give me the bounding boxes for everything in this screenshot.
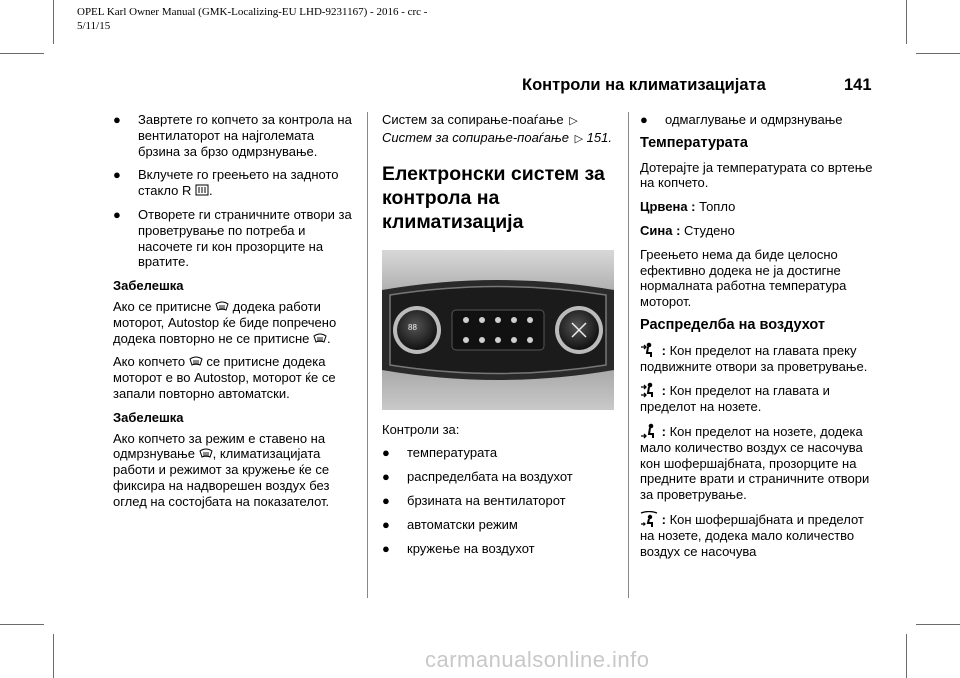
note-text: , климатизацијата работи и режимот за кружење ќе се фиксира на надворешен воздух без оглед на состојбата на показателот.: [113, 446, 330, 509]
manual-info: OPEL Karl Owner Manual (GMK-Localizing-EU LHD-9231167) - 2016 - crc - 5/11/15: [77, 6, 428, 32]
note-text: .: [326, 330, 331, 346]
vent-head-feet-icon: [640, 382, 658, 398]
bullet: ●: [382, 445, 390, 461]
list-item-text: распределбата на воздухот: [407, 469, 573, 485]
bullet: ●: [640, 112, 648, 127]
list-item-text: автоматски режим: [407, 516, 518, 532]
column-divider: [628, 112, 629, 598]
crop-mark: [916, 53, 960, 54]
label: Сина :: [640, 222, 681, 238]
list-item-text: Вклучете го греењето на задното стакло R: [138, 167, 339, 199]
label: Црвена :: [640, 199, 696, 215]
paragraph-text: Кон пределот на главата преку подвижните отвори за проветрување.: [640, 342, 868, 374]
crop-mark: [53, 0, 54, 44]
note-paragraph: [113, 299, 353, 346]
vent-windshield-feet-icon: [640, 511, 658, 527]
note-heading: Забелешка: [113, 278, 184, 294]
vent-feet-icon: [640, 423, 658, 439]
column-3: [640, 112, 880, 567]
reference-paragraph: Систем за сопирање-поаѓање ▷ Систем за сопирање-поаѓање ▷ 151.: [382, 112, 622, 148]
paragraph: [640, 223, 880, 239]
note-text: Ако копчето: [113, 354, 186, 370]
paragraph: Греењето нема да биде целосно ефективно додека не ја достигне нормалната работна температура моторот.: [640, 246, 847, 310]
note-paragraph: [113, 431, 353, 510]
watermark: carmanualsonline.info: [425, 647, 650, 672]
list-item: [640, 112, 880, 128]
note-text: Ако копчето за режим е ставено на одмрзнување: [113, 430, 326, 462]
caption: Контроли за:: [382, 421, 460, 437]
svg-text:88: 88: [408, 322, 417, 332]
paragraph: : Кон пределот на главата и пределот на нозете.: [640, 383, 830, 415]
list-item-text: температурата: [407, 445, 498, 461]
crop-mark: [906, 634, 907, 678]
ref-arrow-icon: ▷: [569, 115, 578, 127]
bullet: ●: [382, 516, 390, 532]
column-1: [113, 112, 353, 518]
crop-mark: [916, 624, 960, 625]
paragraph: : Кон шофершајбната и пределот на нозете, додека мало количество воздух се насочува: [640, 511, 864, 559]
reference-page[interactable]: 151: [586, 129, 609, 145]
crop-mark: [0, 624, 44, 625]
list-item: [113, 207, 353, 270]
bullet: ●: [382, 469, 390, 485]
column-divider: [367, 112, 368, 598]
value: Топло: [699, 199, 736, 215]
list-item: [113, 167, 353, 199]
note-text: Ако се притисне: [113, 298, 212, 314]
list-item-text: одмаглување и одмрзнување: [665, 112, 843, 127]
list-item: [382, 493, 622, 509]
list-item: [382, 517, 622, 533]
list-item-text: Отворете ги страничните отвори за проветрување по потреба и насочете ги кон прозорците на вратите.: [138, 206, 352, 270]
subsection-heading: Температурата: [640, 134, 748, 151]
paragraph-text: Кон шофершајбната и пределот на нозете, додека мало количество воздух се насочува: [640, 511, 864, 559]
note-heading: Забелешка: [113, 409, 184, 425]
note-text: додека работи моторот, Autostop ќе биде попречено додека повторно не се притисне: [113, 298, 337, 346]
bullet: ●: [382, 540, 390, 556]
bullet: ●: [113, 112, 121, 127]
paragraph: : Кон пределот на главата преку подвижните отвори за проветрување.: [640, 342, 868, 374]
windshield-defrost-icon: [189, 355, 203, 368]
list-item-text: Завртете го копчето за контрола на вентилаторот на најголемата брзина за брзо одмрзнување.: [138, 112, 352, 159]
list-item-text: кружење на воздухот: [407, 540, 535, 556]
paragraph: [640, 199, 880, 215]
ref-arrow-icon: ▷: [574, 132, 584, 145]
windshield-defrost-icon: [215, 300, 229, 313]
climate-control-panel-photo: [382, 250, 614, 410]
windshield-defrost-icon: [199, 447, 213, 460]
paragraph-text: Кон пределот на нозете, додека мало количество воздух се насочува кон шофершајбната, прозорците на предните врати и страничните отвори за проветрување.: [640, 423, 870, 503]
crop-mark: [53, 634, 54, 678]
section-title: Контроли на климатизацијата: [522, 76, 766, 94]
bullet: ●: [113, 206, 121, 222]
list-item-text: брзината на вентилаторот: [407, 492, 566, 508]
paragraph: : Кон пределот на нозете, додека мало количество воздух се насочува кон шофершајбната, прозорците на предните врати и страничните отвори за проветрување.: [640, 423, 870, 503]
reference-link[interactable]: Систем за сопирање-поаѓање: [382, 129, 569, 145]
windshield-defrost-icon: [313, 332, 327, 345]
paragraph-text: Кон пределот на главата и пределот на нозете.: [640, 383, 830, 415]
page-number: 141: [844, 76, 872, 94]
list-item: [382, 541, 622, 557]
bullet: ●: [382, 492, 390, 508]
crop-mark: [0, 53, 44, 54]
note-text: се притисне додека моторот е во Autostop, моторот ќе се запали повторно автоматски.: [113, 354, 336, 401]
section-heading: Електронски систем за контрола на климатизација: [382, 162, 605, 233]
list-item: [113, 112, 353, 159]
value: Студено: [684, 222, 735, 238]
crop-mark: [906, 0, 907, 44]
column-2: [382, 112, 622, 564]
vent-head-icon: [640, 342, 658, 358]
note-paragraph: [113, 354, 353, 401]
list-item: [382, 445, 622, 461]
reference-text: Систем за сопирање-поаѓање: [382, 112, 564, 127]
paragraph: Дотерајте ја температурата со вртење на копчето.: [640, 159, 873, 191]
list-item: [382, 469, 622, 485]
subsection-heading: Распределба на воздухот: [640, 316, 825, 333]
list-item-text: .: [208, 183, 213, 199]
rear-defrost-icon: [195, 184, 209, 197]
bullet: ●: [113, 167, 121, 183]
